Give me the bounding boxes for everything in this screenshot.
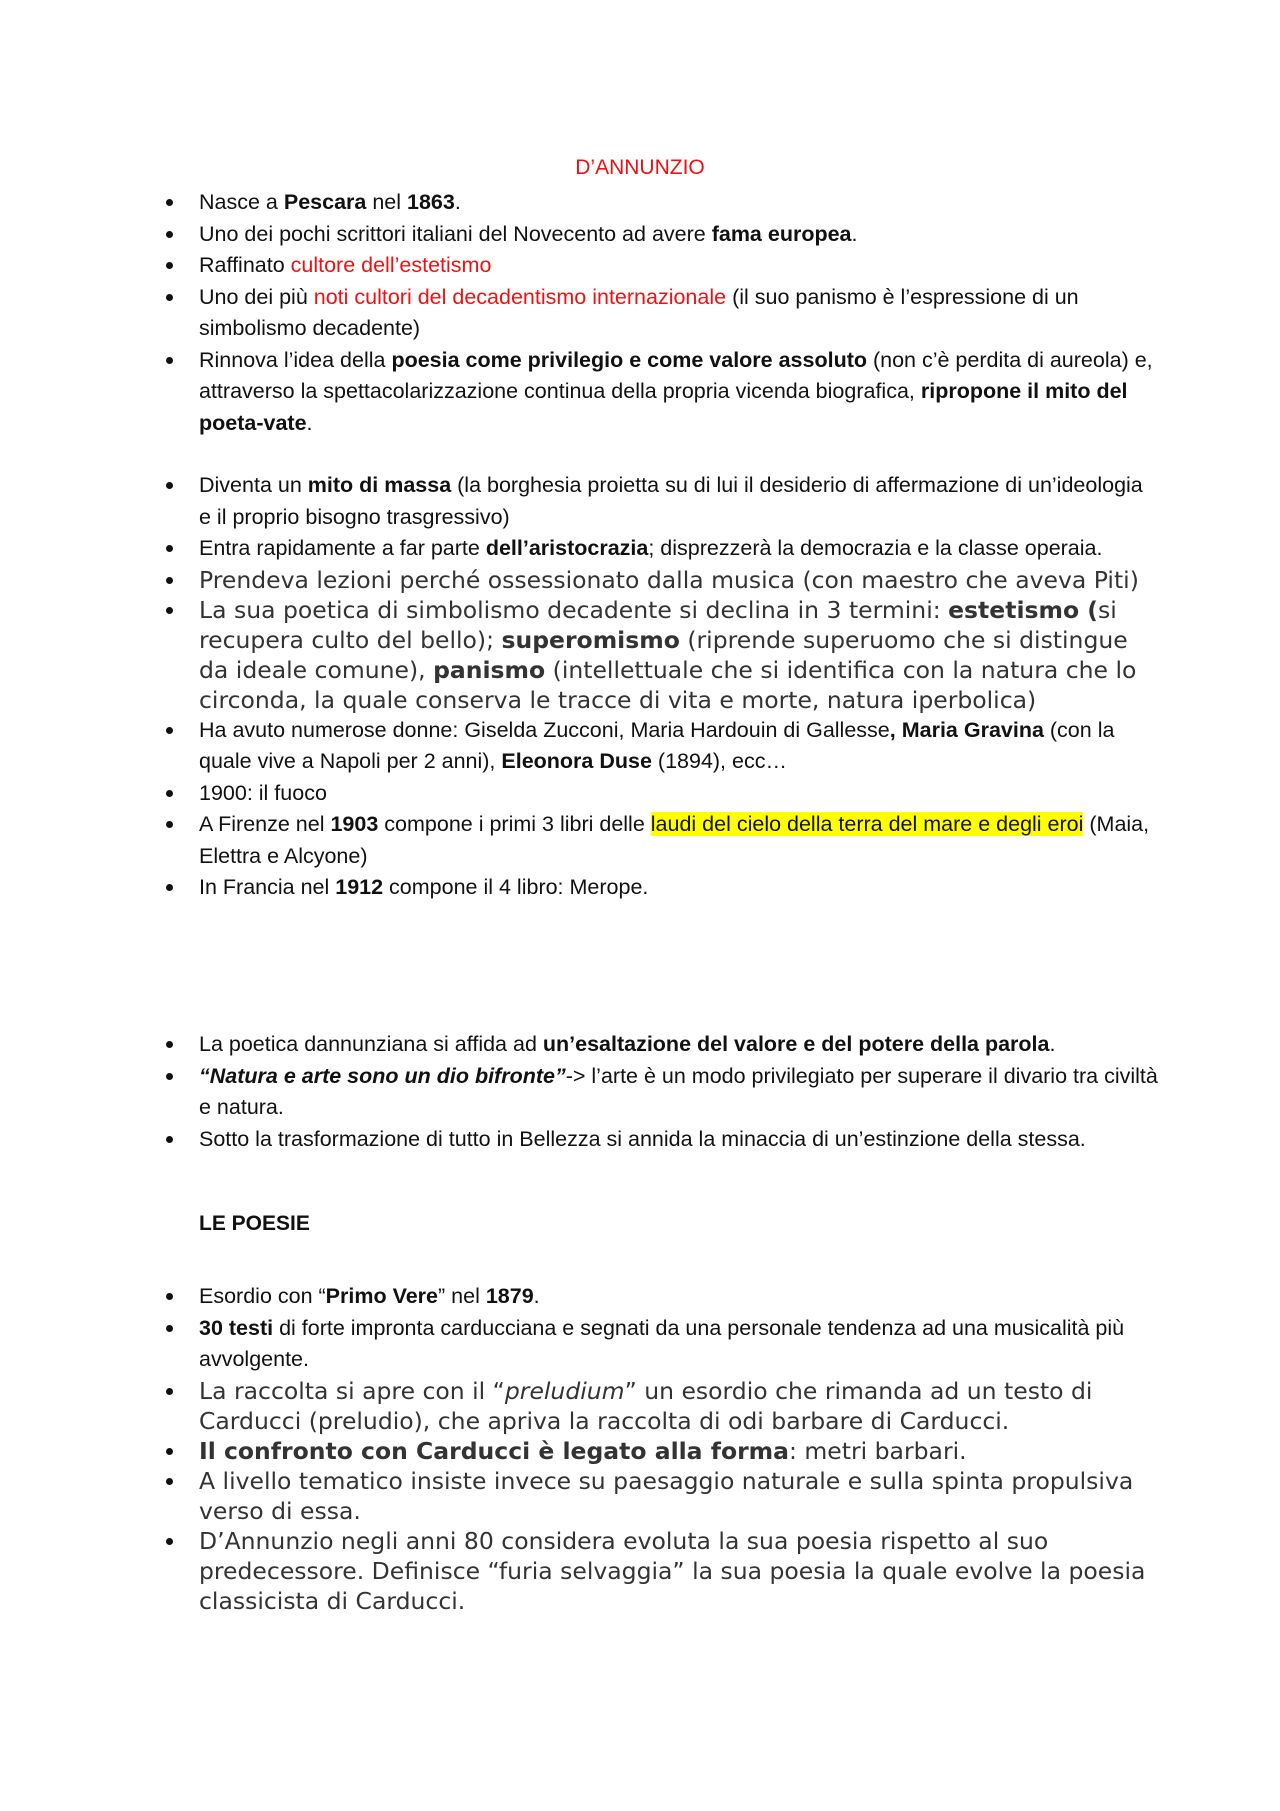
list-item xyxy=(0,1313,1159,1376)
bullet-icon xyxy=(166,1041,173,1048)
text-segment: ” nel xyxy=(438,1284,486,1308)
text-segment: dell’aristocrazia xyxy=(485,536,649,560)
bullet-icon xyxy=(166,1136,173,1143)
text-segment: Uno dei pochi scrittori italiani del Novecento ad avere xyxy=(199,221,712,246)
text-segment: cultore dell’estetismo xyxy=(290,253,492,277)
text-segment: 1879 xyxy=(485,1284,534,1308)
bullet-icon xyxy=(166,790,173,797)
text-segment: . xyxy=(454,190,461,214)
bullet-icon xyxy=(166,262,173,269)
list-item xyxy=(0,250,1159,282)
text-segment: La sua poetica di simbolismo decadente si declina in 3 termini: xyxy=(199,595,949,624)
text-segment: (1894), ecc… xyxy=(651,749,787,773)
bullet-icon xyxy=(166,482,173,489)
text-segment: A livello tematico insiste invece su paesaggio naturale e sulla spinta propulsiva verso di essa. xyxy=(199,1466,1134,1525)
text-segment: 1863 xyxy=(407,190,455,214)
text-segment: Rinnova l’idea della xyxy=(199,347,392,372)
text-segment: ; disprezzerà la democrazia e la classe operaia. xyxy=(648,536,1103,560)
list-item xyxy=(0,345,1159,440)
text-segment: (intellettuale che si identifica con la natura che lo circonda, la quale conserva le tracce di vita e morte, natura iperbolica) xyxy=(199,655,1137,714)
text-segment: Prendeva lezioni perché ossessionato dalla musica (con maestro che aveva Piti) xyxy=(199,565,1139,594)
list-item xyxy=(0,872,1159,904)
text-segment: Pescara xyxy=(283,190,367,214)
bullet-icon xyxy=(166,1388,173,1395)
list-item xyxy=(0,282,1159,345)
list-item xyxy=(0,219,1159,251)
text-segment: 1903 xyxy=(330,812,379,836)
text-segment: , Maria Gravina xyxy=(889,717,1044,742)
text-segment: 1900: il fuoco xyxy=(199,780,327,805)
text-segment: Sotto la trasformazione di tutto in Bellezza si annida la minaccia di un’estinzione della stessa. xyxy=(199,1126,1086,1151)
section-heading-le-poesie: LE POESIE xyxy=(199,1212,310,1235)
list-item xyxy=(0,1376,1159,1436)
text-segment: In Francia nel xyxy=(199,875,336,899)
list-item xyxy=(0,1029,1159,1061)
text-segment: Il confronto con Carducci è legato alla forma xyxy=(199,1436,790,1465)
bullet-icon xyxy=(166,199,173,206)
bullet-list-biography xyxy=(0,470,1159,904)
list-item xyxy=(0,470,1159,533)
text-segment: (riprende superuomo che si distingue da ideale comune), xyxy=(199,625,1128,684)
bullet-icon xyxy=(166,1073,173,1080)
text-segment: estetismo ( xyxy=(948,595,1099,624)
bullet-icon xyxy=(166,1538,173,1545)
list-item xyxy=(0,533,1159,565)
list-item xyxy=(0,1436,1159,1466)
text-segment: nel xyxy=(366,190,407,214)
text-segment: (la borghesia proietta su di lui il desiderio di affermazione di un’ideologia e il proprio bisogno trasgressivo) xyxy=(199,473,1143,529)
text-segment: : metri barbari. xyxy=(789,1436,967,1465)
list-item xyxy=(0,778,1159,810)
text-segment: compone i primi 3 libri delle xyxy=(378,812,651,836)
bullet-icon xyxy=(166,1325,173,1332)
list-item xyxy=(0,187,1159,219)
text-segment: panismo xyxy=(433,655,546,684)
text-segment: Esordio con “ xyxy=(199,1284,326,1308)
text-segment: Uno dei più xyxy=(199,284,314,309)
bullet-icon xyxy=(166,231,173,238)
bullet-icon xyxy=(166,884,173,891)
text-segment: Primo Vere xyxy=(325,1284,439,1308)
bullet-icon xyxy=(166,1478,173,1485)
bullet-icon xyxy=(166,1448,173,1455)
list-item xyxy=(0,1466,1159,1526)
text-segment: (Maia, Elettra e Alcyone) xyxy=(199,812,1150,868)
list-item xyxy=(0,1124,1159,1156)
list-item xyxy=(0,1061,1159,1124)
bullet-icon xyxy=(166,727,173,734)
bullet-icon xyxy=(166,357,173,364)
bullet-icon xyxy=(166,607,173,614)
text-segment: si recupera culto del bello); xyxy=(199,595,1117,654)
list-item xyxy=(0,715,1159,778)
text-segment: . xyxy=(1049,1032,1056,1056)
bullet-icon xyxy=(166,294,173,301)
text-segment: 1912 xyxy=(335,875,384,899)
text-segment: . xyxy=(533,1284,540,1308)
text-segment: preludium xyxy=(504,1376,625,1405)
text-segment: laudi del cielo della terra del mare e degli eroi xyxy=(650,812,1084,836)
text-segment: Eleonora Duse xyxy=(501,749,652,773)
text-segment: Diventa un xyxy=(199,473,308,497)
text-segment: D’Annunzio negli anni 80 considera evoluta la sua poesia rispetto al suo predecessore. Definisce “furia selvaggia” la sua poesia la quale evolve la poesia classicista di Carducci. xyxy=(199,1526,1146,1615)
bullet-icon xyxy=(166,577,173,584)
text-segment: poesia come privilegio e come valore assoluto xyxy=(391,347,867,372)
text-segment: La poetica dannunziana si affida ad xyxy=(199,1032,543,1056)
list-item xyxy=(0,809,1159,872)
text-segment: “Natura e arte sono un dio bifronte” xyxy=(199,1063,566,1088)
text-segment: Nasce a xyxy=(199,190,284,214)
list-item xyxy=(0,565,1159,595)
bullet-icon xyxy=(166,1293,173,1300)
text-segment: (non c’è perdita di aureola) e, attraverso la spettacolarizzazione continua della propria vicenda biografica, xyxy=(199,347,1153,403)
text-segment: superomismo xyxy=(501,625,680,654)
text-segment: . xyxy=(851,221,858,246)
text-segment: noti cultori del decadentismo internazionale xyxy=(313,284,727,309)
bullet-list-poetics xyxy=(0,1029,1159,1155)
text-segment: 30 testi xyxy=(199,1315,274,1340)
text-segment: (con la quale vive a Napoli per 2 anni), xyxy=(199,717,1115,773)
document-title: D’ANNUNZIO xyxy=(575,156,705,179)
bullet-icon xyxy=(166,545,173,552)
text-segment: un’esaltazione del valore e del potere della parola xyxy=(542,1032,1050,1056)
text-segment: di forte impronta carducciana e segnati da una personale tendenza ad una musicalità più avvolgente. xyxy=(199,1315,1125,1371)
text-segment: compone il 4 libro: Merope. xyxy=(383,875,649,899)
text-segment: Raffinato xyxy=(199,253,291,277)
text-segment: ” un esordio che rimanda ad un testo di Carducci (preludio), che apriva la raccolta di odi barbare di Carducci. xyxy=(199,1376,1093,1435)
text-segment: mito di massa xyxy=(307,473,452,497)
text-segment: . xyxy=(306,410,313,435)
text-segment: A Firenze nel xyxy=(199,812,331,836)
list-item xyxy=(0,1526,1159,1616)
text-segment: Ha avuto numerose donne: Giselda Zucconi, Maria Hardouin di Gallesse xyxy=(199,717,890,742)
text-segment: (il suo panismo è l’espressione di un simbolismo decadente) xyxy=(199,284,1079,340)
bullet-icon xyxy=(166,821,173,828)
list-item xyxy=(0,595,1159,715)
bullet-list-intro xyxy=(0,187,1159,439)
text-segment: fama europea xyxy=(711,221,852,246)
list-item xyxy=(0,1281,1159,1313)
text-segment: La raccolta si apre con il “ xyxy=(199,1376,505,1405)
bullet-list-poesie xyxy=(0,1281,1159,1616)
text-segment: ripropone il mito del poeta-vate xyxy=(199,379,1128,435)
text-segment: Entra rapidamente a far parte xyxy=(199,536,486,560)
text-segment: -> l’arte è un modo privilegiato per superare il divario tra civiltà e natura. xyxy=(199,1063,1158,1119)
